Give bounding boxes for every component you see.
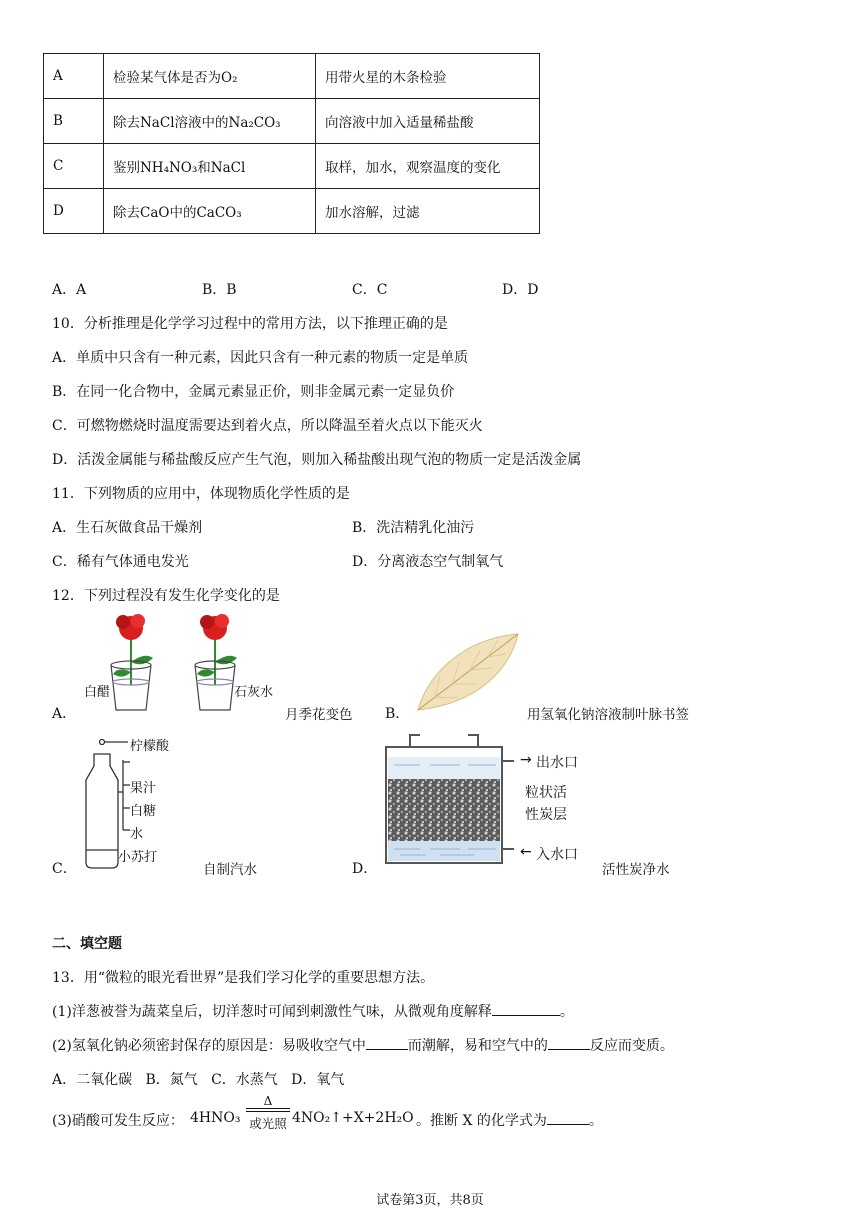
table-row: [44, 54, 540, 99]
q10-option-c[interactable]: C．可燃物燃烧时温度需要达到着火点，所以降温至着火点以下能灭火: [52, 418, 483, 434]
q12-option-a-letter[interactable]: A．: [52, 706, 77, 722]
row-label: D: [44, 189, 104, 234]
equation-reactant: 4HNO₃: [190, 1110, 241, 1126]
q12-option-b-caption: 用氢氧化钠溶液制叶脉书签: [527, 707, 689, 723]
equation-products: 4NO₂↑+X+2H₂O: [292, 1110, 414, 1126]
q13-stem: 13．用“微粒的眼光看世界”是我们学习化学的重要思想方法。: [52, 970, 435, 986]
row-label: A: [44, 54, 104, 99]
outlet-arrow-icon: →: [520, 752, 532, 768]
equation-condition-light: 或光照: [249, 1116, 287, 1131]
rose-flower-icon: [113, 614, 237, 685]
q12-stem: 12．下列过程没有发生化学变化的是: [52, 588, 280, 604]
label-granular-carbon-1: 粒状活: [525, 785, 567, 801]
page-footer: 试卷第3页，共8页: [376, 1193, 484, 1208]
q10-stem: 10．分析推理是化学学习过程中的常用方法，以下推理正确的是: [52, 316, 448, 332]
q10-option-a[interactable]: A．单质中只含有一种元素，因此只含有一种元素的物质一定是单质: [52, 350, 469, 366]
cup-icon: [111, 661, 235, 710]
q11-stem: 11．下列物质的应用中，体现物质化学性质的是: [52, 486, 350, 502]
equation-arrow-line: [246, 1111, 290, 1112]
row-label: C: [44, 144, 104, 189]
q12-option-b-letter[interactable]: B．: [385, 706, 410, 722]
row-purpose: 鉴别NH₄NO₃和NaCl: [104, 144, 316, 189]
q12-option-d-caption: 活性炭净水: [602, 862, 670, 878]
q9-option-c[interactable]: C．C: [352, 282, 388, 298]
q12-option-d-letter[interactable]: D．: [352, 861, 378, 877]
q12-option-c-caption: 自制汽水: [203, 862, 257, 878]
q13-part1: [52, 1001, 574, 1021]
table-row: [44, 99, 540, 144]
equation-condition-heat: Δ: [263, 1094, 273, 1108]
q12-option-a-caption: 月季花变色: [285, 707, 353, 723]
label-white-vinegar: 白醋: [84, 685, 111, 700]
q12-option-c-letter[interactable]: C．: [52, 861, 77, 877]
table-row: [44, 144, 540, 189]
answer-blank[interactable]: [492, 1003, 560, 1016]
label-granular-carbon-2: 性炭层: [525, 807, 567, 823]
table-row: [44, 189, 540, 234]
q11-option-a[interactable]: A．生石灰做食品干燥剂: [52, 520, 203, 536]
row-purpose: 除去NaCl溶液中的Na₂CO₃: [104, 99, 316, 144]
equation-arrow-line: [246, 1108, 290, 1109]
q11-option-b[interactable]: B．洗洁精乳化油污: [352, 520, 475, 536]
row-method: 用带火星的木条检验: [316, 54, 540, 99]
q13-part2-text-b: 而潮解，易和空气中的: [407, 1038, 548, 1054]
answer-blank[interactable]: [548, 1037, 590, 1050]
q13-part2: [52, 1035, 674, 1055]
rose-cups-illustration: [78, 610, 288, 720]
q9-option-d[interactable]: D．D: [502, 282, 539, 298]
inlet-arrow-icon: ←: [520, 844, 532, 860]
q11-option-c[interactable]: C．稀有气体通电发光: [52, 554, 189, 570]
q11-option-d[interactable]: D．分离液态空气制氧气: [352, 554, 504, 570]
row-method: 加水溶解，过滤: [316, 189, 540, 234]
label-outlet: 出水口: [536, 755, 578, 771]
q13-part3-prefix: (3)硝酸可发生反应：: [52, 1113, 184, 1129]
row-method: 取样，加水，观察温度的变化: [316, 144, 540, 189]
leaf-vein-illustration: [410, 628, 525, 718]
label-sugar: 白糖: [130, 804, 157, 819]
label-citric-acid: 柠檬酸: [130, 739, 170, 754]
q13-part1-text: (1)洋葱被誉为蔬菜皇后，切洋葱时可闻到刺激性气味，从微观角度解释: [52, 1004, 492, 1020]
q13-part3-end: 。: [588, 1113, 603, 1129]
label-juice: 果汁: [130, 781, 157, 796]
q13-part2-text-c: 反应而变质。: [589, 1038, 674, 1054]
label-limewater: 石灰水: [234, 685, 274, 700]
q9-option-b[interactable]: B．B: [202, 282, 237, 298]
options-table: [43, 53, 540, 234]
row-method: 向溶液中加入适量稀盐酸: [316, 99, 540, 144]
label-inlet: 入水口: [536, 847, 578, 863]
leaf-icon: [418, 634, 518, 710]
answer-blank[interactable]: [547, 1112, 589, 1125]
answer-blank[interactable]: [366, 1037, 408, 1050]
filter-tank-icon: [386, 735, 514, 863]
q13-part3-text: [416, 1110, 603, 1130]
q13-part2-text-a: (2)氢氧化钠必须密封保存的原因是：易吸收空气中: [52, 1038, 366, 1054]
q10-option-d[interactable]: D．活泼金属能与稀盐酸反应产生气泡，则加入稀盐酸出现气泡的物质一定是活泼金属: [52, 452, 582, 468]
section-title: 二、填空题: [52, 936, 122, 952]
carbon-filter-illustration: [380, 727, 530, 875]
q13-part3-text-b: 。推断 X 的化学式为: [416, 1113, 547, 1129]
label-water: 水: [130, 827, 144, 842]
q10-option-b[interactable]: B．在同一化合物中，金属元素显正价，则非金属元素一定显负价: [52, 384, 455, 400]
row-label: B: [44, 99, 104, 144]
label-baking-soda: 小苏打: [118, 850, 158, 865]
q9-option-a[interactable]: A．A: [52, 282, 87, 298]
row-purpose: 除去CaO中的CaCO₃: [104, 189, 316, 234]
row-purpose: 检验某气体是否为O₂: [104, 54, 316, 99]
q13-part1-end: 。: [559, 1004, 574, 1020]
q13-part2-options[interactable]: A．二氧化碳 B．氮气 C．水蒸气 D．氧气: [52, 1072, 345, 1088]
